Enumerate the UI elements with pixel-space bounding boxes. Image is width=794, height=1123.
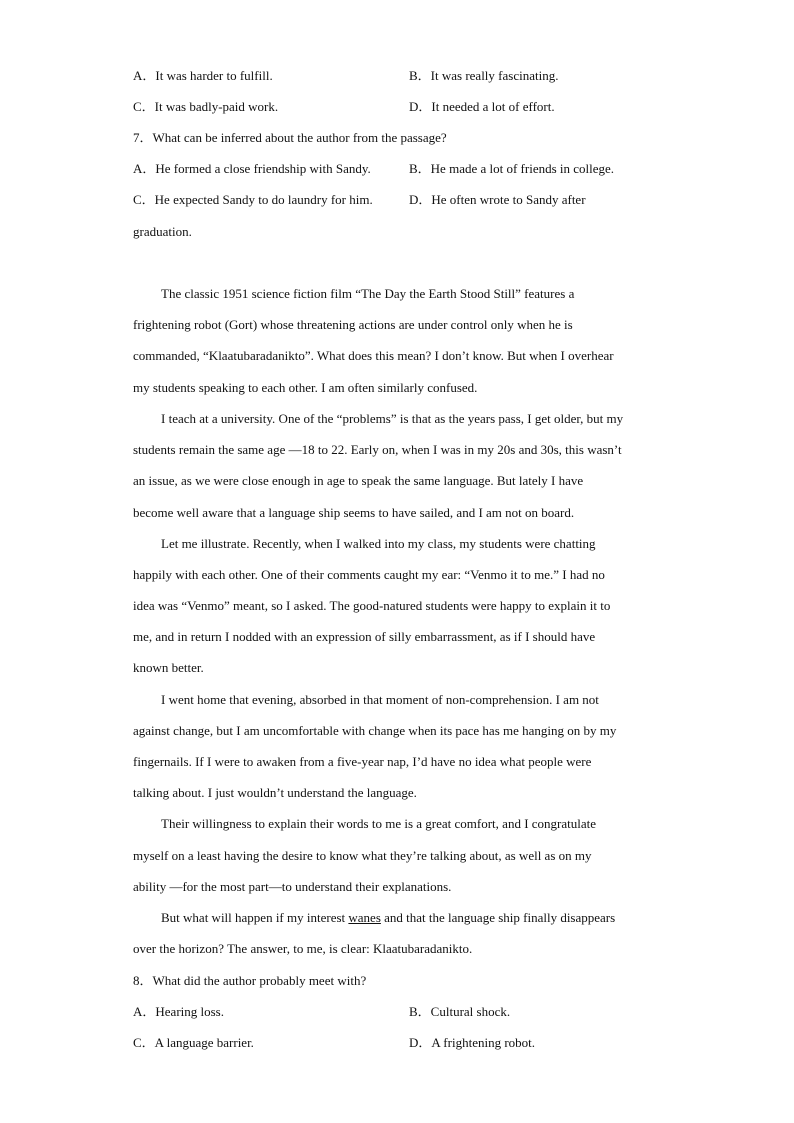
- q6-option-a: A．It was harder to fulfill.: [133, 68, 273, 83]
- passage-p1-line: The classic 1951 science fiction film “The Day the Earth Stood Still” features a: [161, 286, 575, 301]
- q8-stem: 8．What did the author probably meet with?: [133, 973, 367, 988]
- passage-p6-line: over the horizon? The answer, to me, is clear: Klaatubaradanikto.: [133, 941, 473, 956]
- passage-p6-text: and that the language ship finally disappears: [380, 910, 616, 925]
- passage-p5-line: Their willingness to explain their words to me is a great comfort, and I congratulate: [161, 816, 597, 831]
- passage-p1-line: commanded, “Klaatubaradanikto”. What does this mean? I don’t know. But when I overhear: [133, 348, 614, 363]
- q8-option-b: B．Cultural shock.: [409, 1004, 511, 1019]
- passage-p3-line: idea was “Venmo” meant, so I asked. The good-natured students were happy to explain it to: [133, 598, 611, 613]
- q6-option-b: B．It was really fascinating.: [409, 68, 559, 83]
- passage-p2-line: an issue, as we were close enough in age to speak the same language. But lately I have: [133, 473, 584, 488]
- passage-p2-line: become well aware that a language ship seems to have sailed, and I am not on board.: [133, 505, 575, 520]
- passage-p2-line: I teach at a university. One of the “problems” is that as the years pass, I get older, but my: [161, 411, 624, 426]
- q6-option-c: C．It was badly-paid work.: [133, 99, 279, 114]
- q7-option-d-continued: graduation.: [133, 224, 192, 239]
- passage-p4-line: I went home that evening, absorbed in that moment of non-comprehension. I am not: [161, 692, 599, 707]
- passage-p3-line: Let me illustrate. Recently, when I walked into my class, my students were chatting: [161, 536, 596, 551]
- q8-option-d: D．A frightening robot.: [409, 1035, 536, 1050]
- passage-p3-line: known better.: [133, 660, 204, 675]
- passage-p4-line: talking about. I just wouldn’t understand the language.: [133, 785, 417, 800]
- q8-option-a: A．Hearing loss.: [133, 1004, 224, 1019]
- q7-option-c: C．He expected Sandy to do laundry for him.: [133, 192, 373, 207]
- passage-p4-line: against change, but I am uncomfortable with change when its pace has me hanging on by my: [133, 723, 617, 738]
- q7-option-d: D．He often wrote to Sandy after: [409, 192, 586, 207]
- passage-p3-line: me, and in return I nodded with an expression of silly embarrassment, as if I should have: [133, 629, 596, 644]
- q7-option-b: B．He made a lot of friends in college.: [409, 161, 615, 176]
- passage-p4-line: fingernails. If I were to awaken from a five-year nap, I’d have no idea what people were: [133, 754, 592, 769]
- passage-p1-line: frightening robot (Gort) whose threatening actions are under control only when he is: [133, 317, 573, 332]
- q8-option-c: C．A language barrier.: [133, 1035, 254, 1050]
- q6-option-d: D．It needed a lot of effort.: [409, 99, 555, 114]
- passage-p5-line: myself on a least having the desire to know what they’re talking about, as well as on my: [133, 848, 592, 863]
- passage-p6-line: [161, 910, 615, 926]
- passage-p3-line: happily with each other. One of their comments caught my ear: “Venmo it to me.” I had no: [133, 567, 605, 582]
- passage-p6-text: But what will happen if my interest: [161, 910, 349, 925]
- q7-stem: 7．What can be inferred about the author from the passage?: [133, 130, 447, 145]
- passage-p5-line: ability —for the most part—to understand their explanations.: [133, 879, 452, 894]
- passage-p2-line: students remain the same age —18 to 22. Early on, when I was in my 20s and 30s, this wasn’t: [133, 442, 622, 457]
- passage-p1-line: my students speaking to each other. I am often similarly confused.: [133, 380, 478, 395]
- underlined-word-wanes: wanes: [348, 910, 381, 925]
- q7-option-a: A．He formed a close friendship with Sandy.: [133, 161, 371, 176]
